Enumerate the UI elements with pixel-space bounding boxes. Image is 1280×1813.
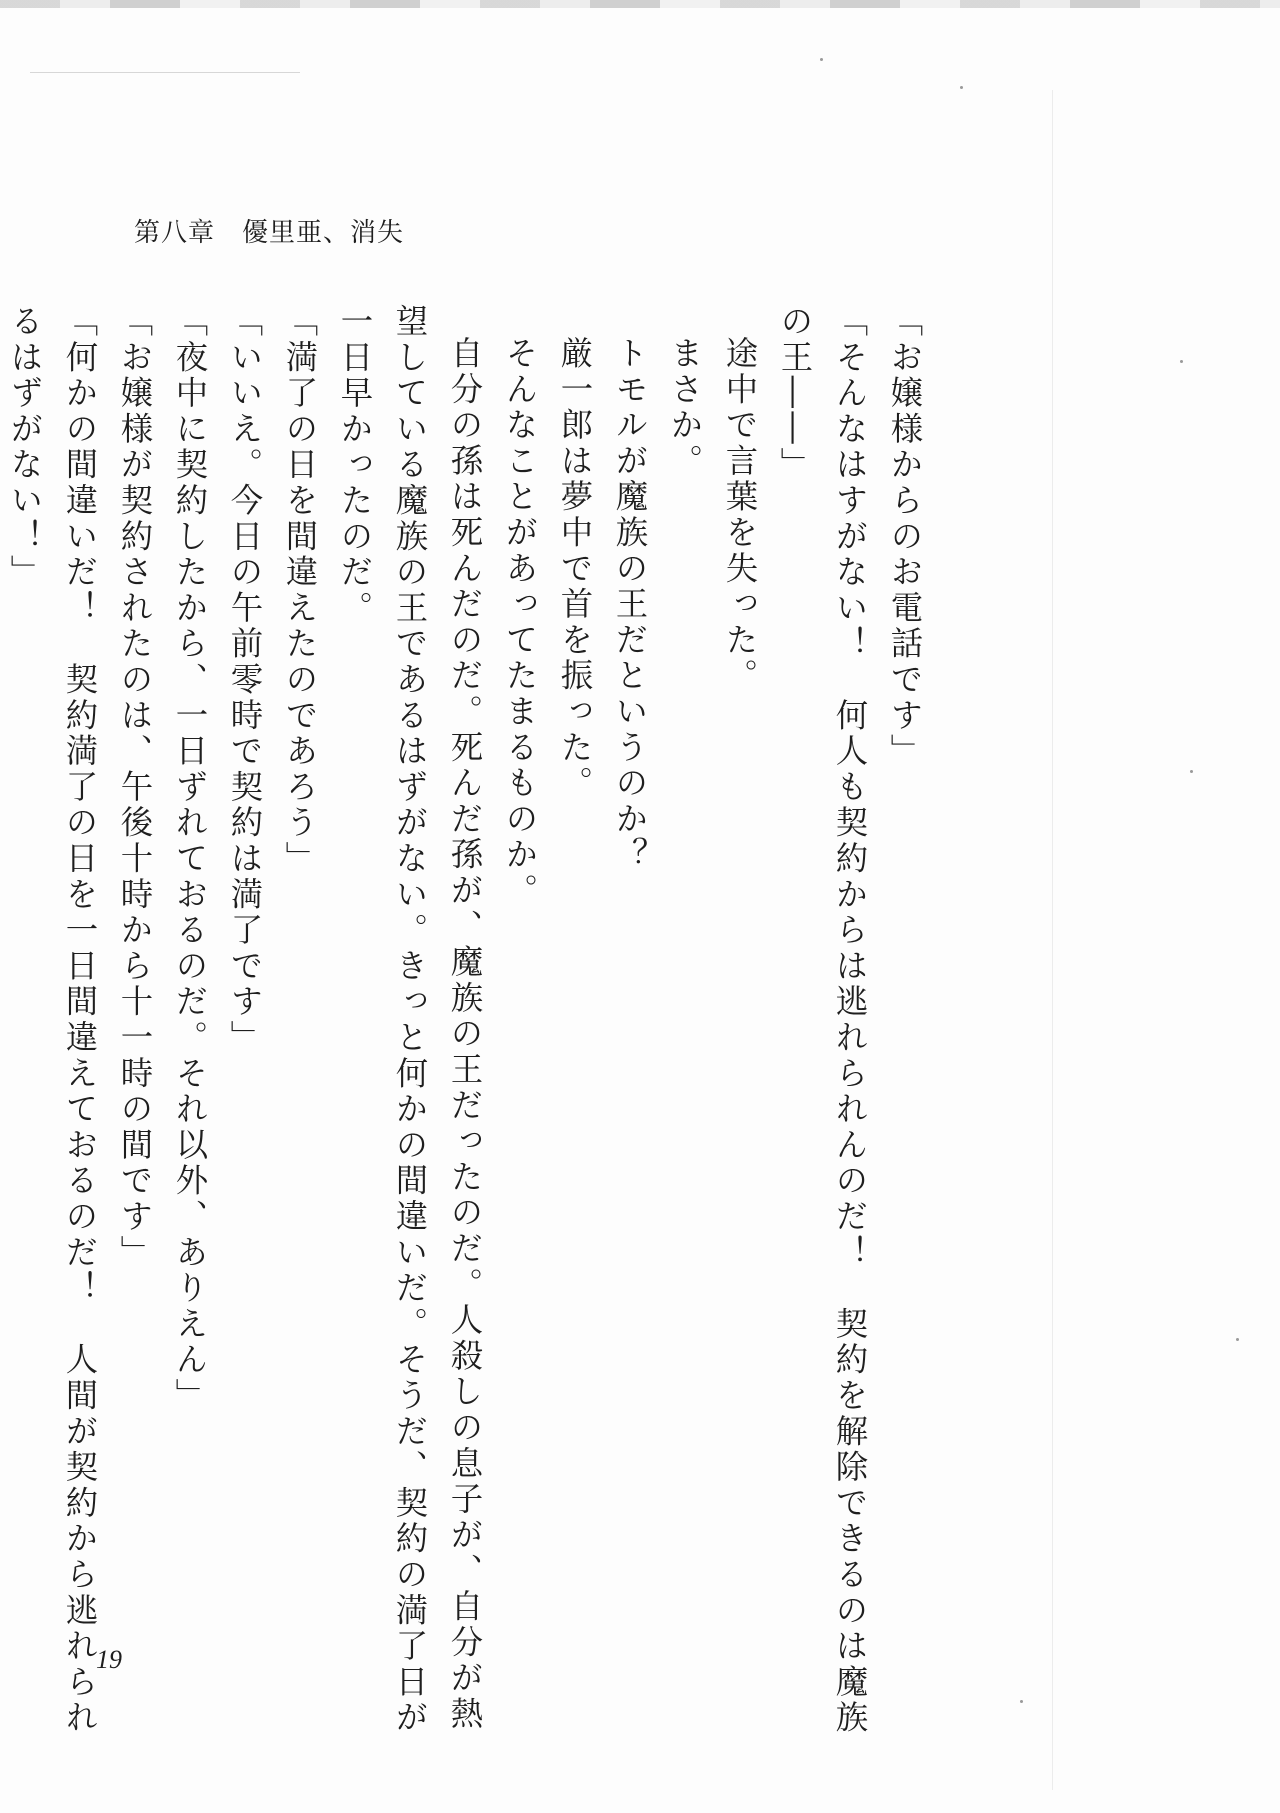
text-line: そんなことがあってたまるものか。 bbox=[501, 336, 539, 910]
text-line: 「いいえ。今日の午前零時で契約は満了です」 bbox=[226, 304, 264, 1056]
scan-speck bbox=[1190, 770, 1193, 773]
scan-speck bbox=[1020, 1700, 1023, 1703]
chapter-title: 第八章 優里亜、消失 bbox=[134, 218, 405, 248]
text-line: 「そんなはすがない！ 何人も契約からは逃れられんのだ！ 契約を解除できるのは魔族 bbox=[831, 304, 869, 1736]
scan-speck bbox=[1180, 360, 1183, 363]
margin-line bbox=[1052, 90, 1053, 1790]
scan-edge-artifact bbox=[0, 0, 1280, 8]
text-line: 「何かの間違いだ！ 契約満了の日を一日間違えておるのだ！ 人間が契約から逃れられ bbox=[61, 304, 99, 1736]
text-line: 「満了の日を間違えたのであろう」 bbox=[281, 304, 319, 877]
text-line: 一日早かったのだ。 bbox=[336, 304, 374, 627]
text-line: まさか。 bbox=[666, 336, 704, 480]
text-line: 自分の孫は死んだのだ。死んだ孫が、魔族の王だったのだ。人殺しの息子が、自分が熱 bbox=[446, 336, 484, 1733]
text-line: 「夜中に契約したから、一日ずれておるのだ。それ以外、ありえん」 bbox=[171, 304, 209, 1414]
text-line: るはずがない！」 bbox=[6, 304, 44, 591]
vertical-body-text bbox=[0, 304, 932, 1736]
scan-speck bbox=[960, 86, 963, 89]
page-number: 19 bbox=[96, 1645, 122, 1674]
scan-speck bbox=[820, 58, 823, 61]
text-line: トモルが魔族の王だというのか？ bbox=[611, 336, 649, 874]
text-line: 「お嬢様からのお電話です」 bbox=[886, 304, 924, 770]
text-line: 「お嬢様が契約されたのは、午後十時から十一時の間です」 bbox=[116, 304, 154, 1271]
top-rule bbox=[30, 72, 300, 73]
text-line: 望している魔族の王であるはずがない。きっと何かの間違いだ。そうだ、契約の満了日が bbox=[391, 304, 429, 1736]
text-line: 厳一郎は夢中で首を振った。 bbox=[556, 336, 594, 802]
scan-speck bbox=[1236, 1338, 1239, 1341]
text-line: 途中で言葉を失った。 bbox=[721, 336, 759, 695]
text-line: の王――」 bbox=[776, 304, 814, 483]
